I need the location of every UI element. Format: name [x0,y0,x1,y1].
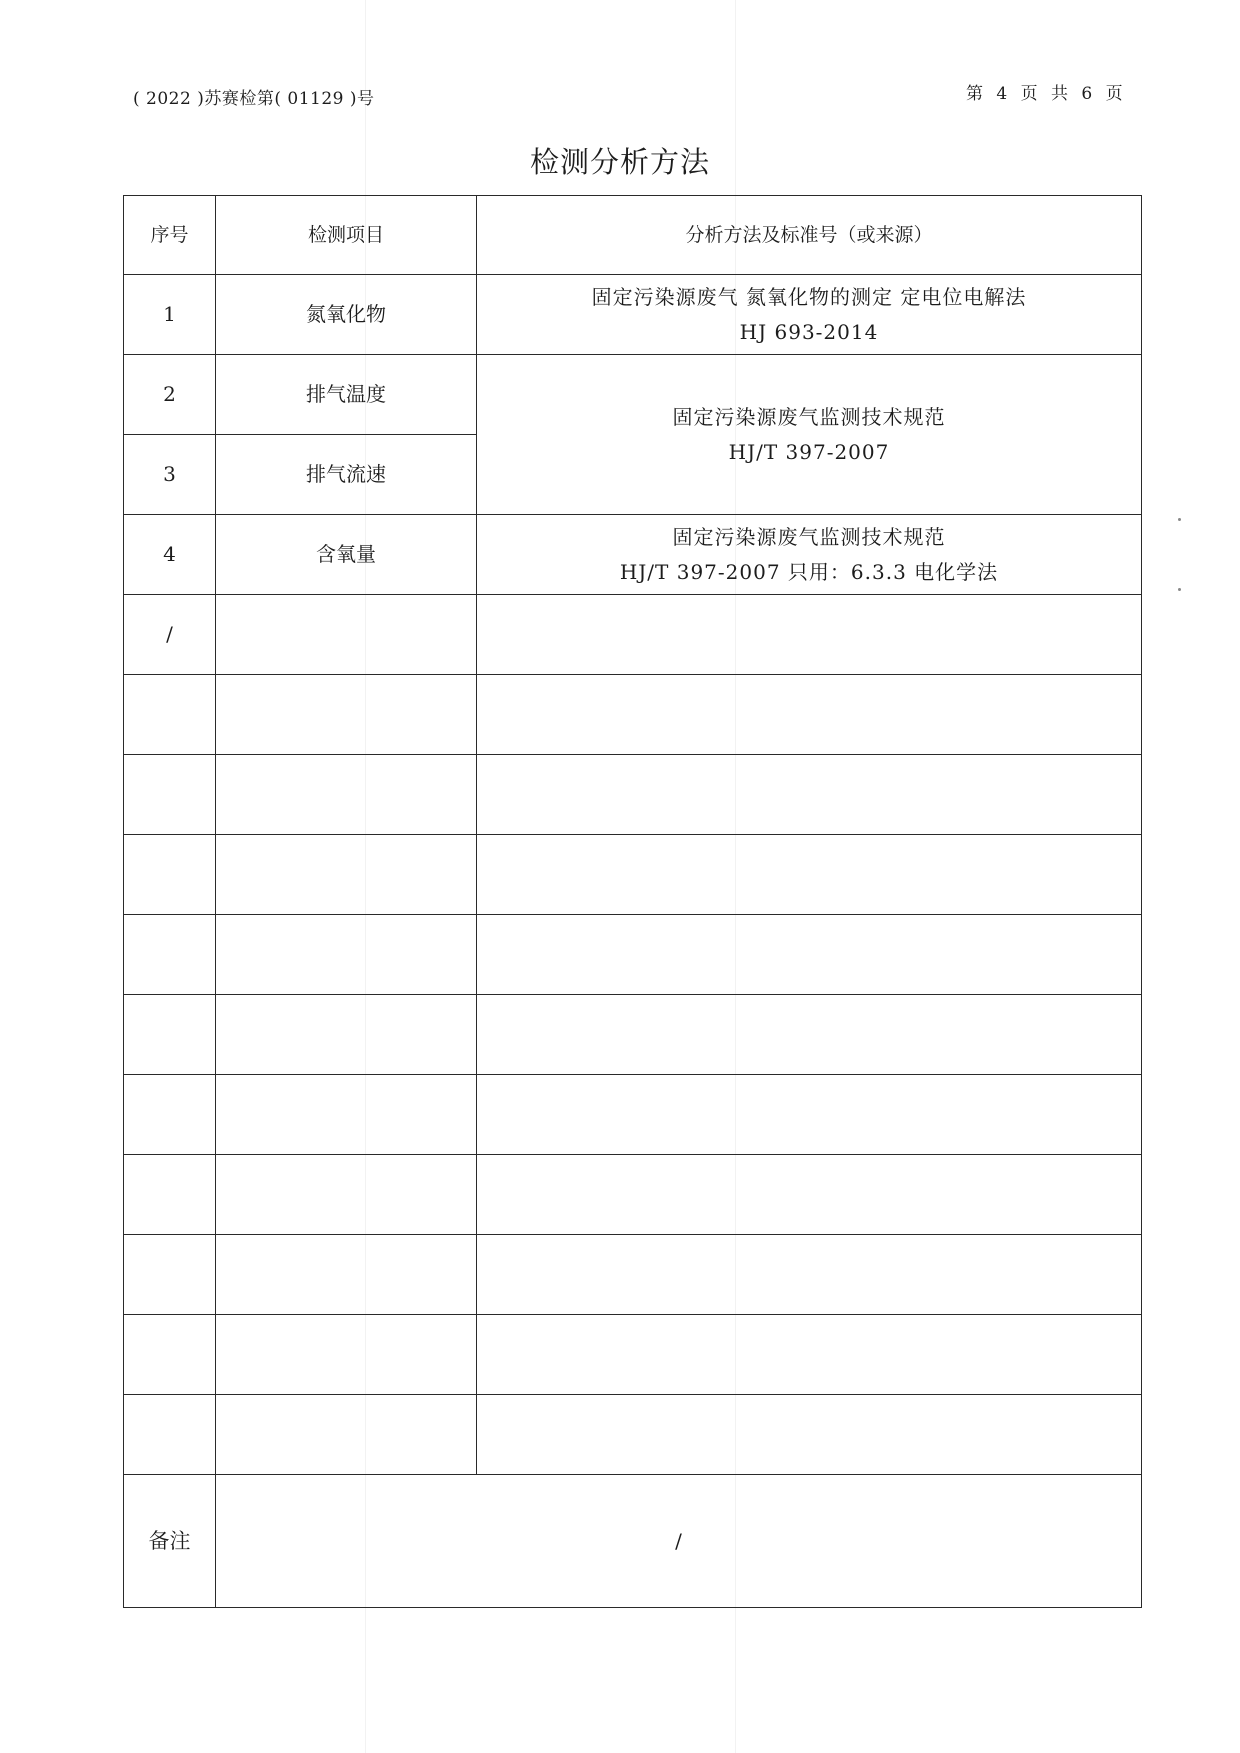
table-row [124,515,1142,595]
test-item [216,755,477,835]
analysis-methods-table [123,195,1142,1608]
remarks-label [124,1475,216,1608]
row-number [124,1315,216,1395]
column-header-method: 分析方法及标准号（或来源） [477,196,1142,275]
analysis-method [477,355,1142,515]
analysis-method [477,595,1142,675]
row-number: / [124,595,216,675]
table-row-empty [124,1155,1142,1235]
analysis-method [477,1315,1142,1395]
page-indicator: 第 4 页 共 6 页 [966,84,1127,104]
column-header-item: 检测项目 [216,196,477,275]
method-standard: HJ/T 397-2007 [728,439,890,464]
test-item: 排气温度 [216,355,477,435]
remarks-value: / [216,1475,1142,1608]
analysis-method [477,675,1142,755]
test-item [216,1315,477,1395]
remarks-label-text: 备注 [148,1528,191,1553]
method-name: 固定污染源废气 氮氧化物的测定 定电位电解法 [591,284,1027,309]
test-item [216,1075,477,1155]
table-row-empty [124,755,1142,835]
test-item [216,1395,477,1475]
table-row-empty [124,915,1142,995]
table-header-row [124,196,1142,275]
analysis-method [477,755,1142,835]
scan-speck [1178,518,1181,521]
test-item: 氮氧化物 [216,275,477,355]
test-item [216,995,477,1075]
test-item: 排气流速 [216,435,477,515]
row-number [124,1235,216,1315]
analysis-method [477,835,1142,915]
table-row-empty [124,1395,1142,1475]
test-item [216,915,477,995]
table-row-empty [124,1075,1142,1155]
table-row-empty [124,835,1142,915]
scan-speck [1178,588,1181,591]
table-row-empty [124,1235,1142,1315]
table-row-empty [124,675,1142,755]
table-row-empty [124,1315,1142,1395]
analysis-method [477,1235,1142,1315]
row-number [124,995,216,1075]
test-item [216,595,477,675]
row-number [124,835,216,915]
analysis-method [477,1395,1142,1475]
row-number: 3 [124,435,216,515]
row-number [124,1395,216,1475]
test-item [216,835,477,915]
table-row-empty [124,995,1142,1075]
report-number: ( 2022 )苏赛检第( 01129 )号 [133,89,375,109]
method-standard: HJ 693-2014 [739,319,879,344]
test-item [216,675,477,755]
analysis-method [477,515,1142,595]
analysis-method [477,915,1142,995]
row-number [124,675,216,755]
analysis-method [477,995,1142,1075]
row-number [124,915,216,995]
row-number [124,1155,216,1235]
method-name: 固定污染源废气监测技术规范 [672,404,946,429]
row-number: 2 [124,355,216,435]
remarks-row [124,1475,1142,1608]
row-number: 1 [124,275,216,355]
test-item [216,1155,477,1235]
analysis-method [477,275,1142,355]
row-number [124,1075,216,1155]
analysis-method [477,1155,1142,1235]
row-number [124,755,216,835]
column-header-no: 序号 [124,196,216,275]
table-row [124,595,1142,675]
table-row [124,275,1142,355]
row-number: 4 [124,515,216,595]
method-name: 固定污染源废气监测技术规范 [672,524,946,549]
test-item: 含氧量 [216,515,477,595]
page-title: 检测分析方法 [529,145,710,179]
table-row [124,355,1142,435]
analysis-method [477,1075,1142,1155]
test-item [216,1235,477,1315]
method-standard: HJ/T 397-2007 只用：6.3.3 电化学法 [619,559,999,584]
